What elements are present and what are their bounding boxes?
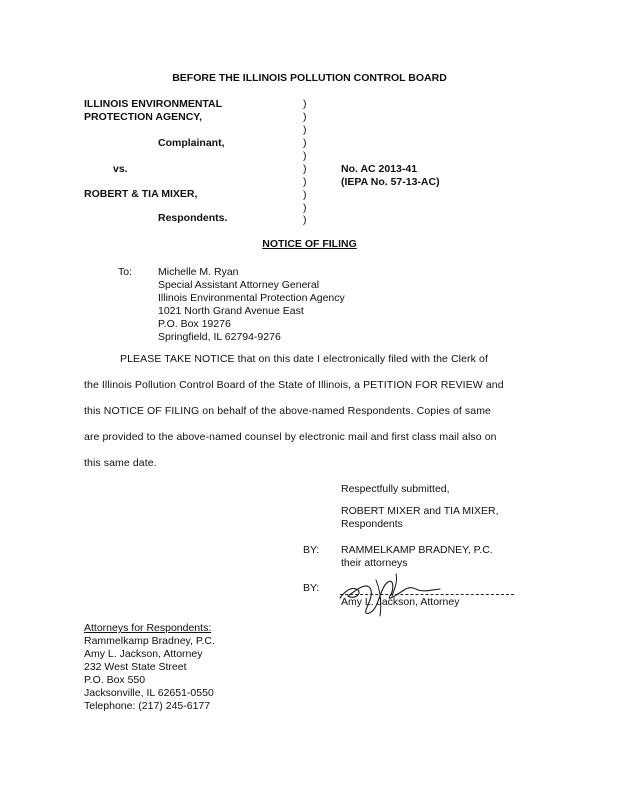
body-line: PLEASE TAKE NOTICE that on this date I electronically filed with the Clerk of	[120, 353, 488, 365]
attorneys-heading: Attorneys for Respondents:	[84, 622, 212, 634]
by-label-firm: BY:	[303, 544, 320, 556]
law-firm-name: RAMMELKAMP BRADNEY, P.C.	[341, 544, 493, 556]
signer-name: Amy L. Jackson, Attorney	[341, 596, 460, 608]
caption-paren: )	[303, 202, 307, 214]
versus-label: vs.	[113, 163, 128, 175]
body-line: are provided to the above-named counsel by electronic mail and first class mail also on	[84, 431, 497, 443]
party-role: Respondents	[341, 518, 403, 530]
attorney-contact-line: Amy L. Jackson, Attorney	[84, 648, 203, 660]
respectfully-submitted: Respectfully submitted,	[341, 483, 450, 495]
attorney-contact-line: Telephone: (217) 245-6177	[84, 700, 211, 712]
caption-paren: )	[303, 189, 307, 201]
handwritten-signature-icon	[336, 560, 466, 620]
caption-paren: )	[303, 111, 307, 123]
caption-paren: )	[303, 124, 307, 136]
recipient-line: 1021 North Grand Avenue East	[158, 305, 304, 317]
attorney-contact-line: Jacksonville, IL 62651-0550	[84, 687, 214, 699]
complainant-name-line1: ILLINOIS ENVIRONMENTAL	[84, 98, 223, 110]
recipient-line: Special Assistant Attorney General	[158, 279, 320, 291]
body-line: this NOTICE OF FILING on behalf of the above-named Respondents. Copies of same	[84, 405, 491, 417]
caption-paren: )	[303, 214, 307, 226]
caption-paren: )	[303, 150, 307, 162]
complainant-role: Complainant,	[158, 137, 225, 149]
law-firm-subtitle: their attorneys	[341, 557, 408, 569]
recipient-line: Springfield, IL 62794-9276	[158, 331, 281, 343]
respondent-name: ROBERT & TIA MIXER,	[84, 188, 198, 200]
recipient-line: Illinois Environmental Protection Agency	[158, 292, 345, 304]
caption-paren: )	[303, 98, 307, 110]
board-title: BEFORE THE ILLINOIS POLLUTION CONTROL BOARD	[172, 72, 447, 84]
notice-of-filing-title: NOTICE OF FILING	[262, 238, 357, 250]
attorney-contact-line: Rammelkamp Bradney, P.C.	[84, 635, 215, 647]
complainant-name-line2: PROTECTION AGENCY,	[84, 111, 203, 123]
recipient-line: P.O. Box 19276	[158, 318, 231, 330]
respondent-role: Respondents.	[158, 212, 228, 224]
iepa-number: (IEPA No. 57-13-AC)	[341, 176, 440, 188]
party-names: ROBERT MIXER and TIA MIXER,	[341, 505, 499, 517]
attorney-contact-line: 232 West State Street	[84, 661, 187, 673]
caption-paren: )	[303, 137, 307, 149]
recipient-line: Michelle M. Ryan	[158, 266, 239, 278]
attorney-contact-line: P.O. Box 550	[84, 674, 146, 686]
case-number: No. AC 2013-41	[341, 163, 418, 175]
by-label-signer: BY:	[303, 582, 320, 594]
to-label: To:	[118, 266, 133, 278]
body-line: this same date.	[84, 457, 157, 469]
caption-paren: )	[303, 163, 307, 175]
body-line: the Illinois Pollution Control Board of the State of Illinois, a PETITION FOR REVIEW and	[84, 379, 504, 391]
caption-paren: )	[303, 176, 307, 188]
